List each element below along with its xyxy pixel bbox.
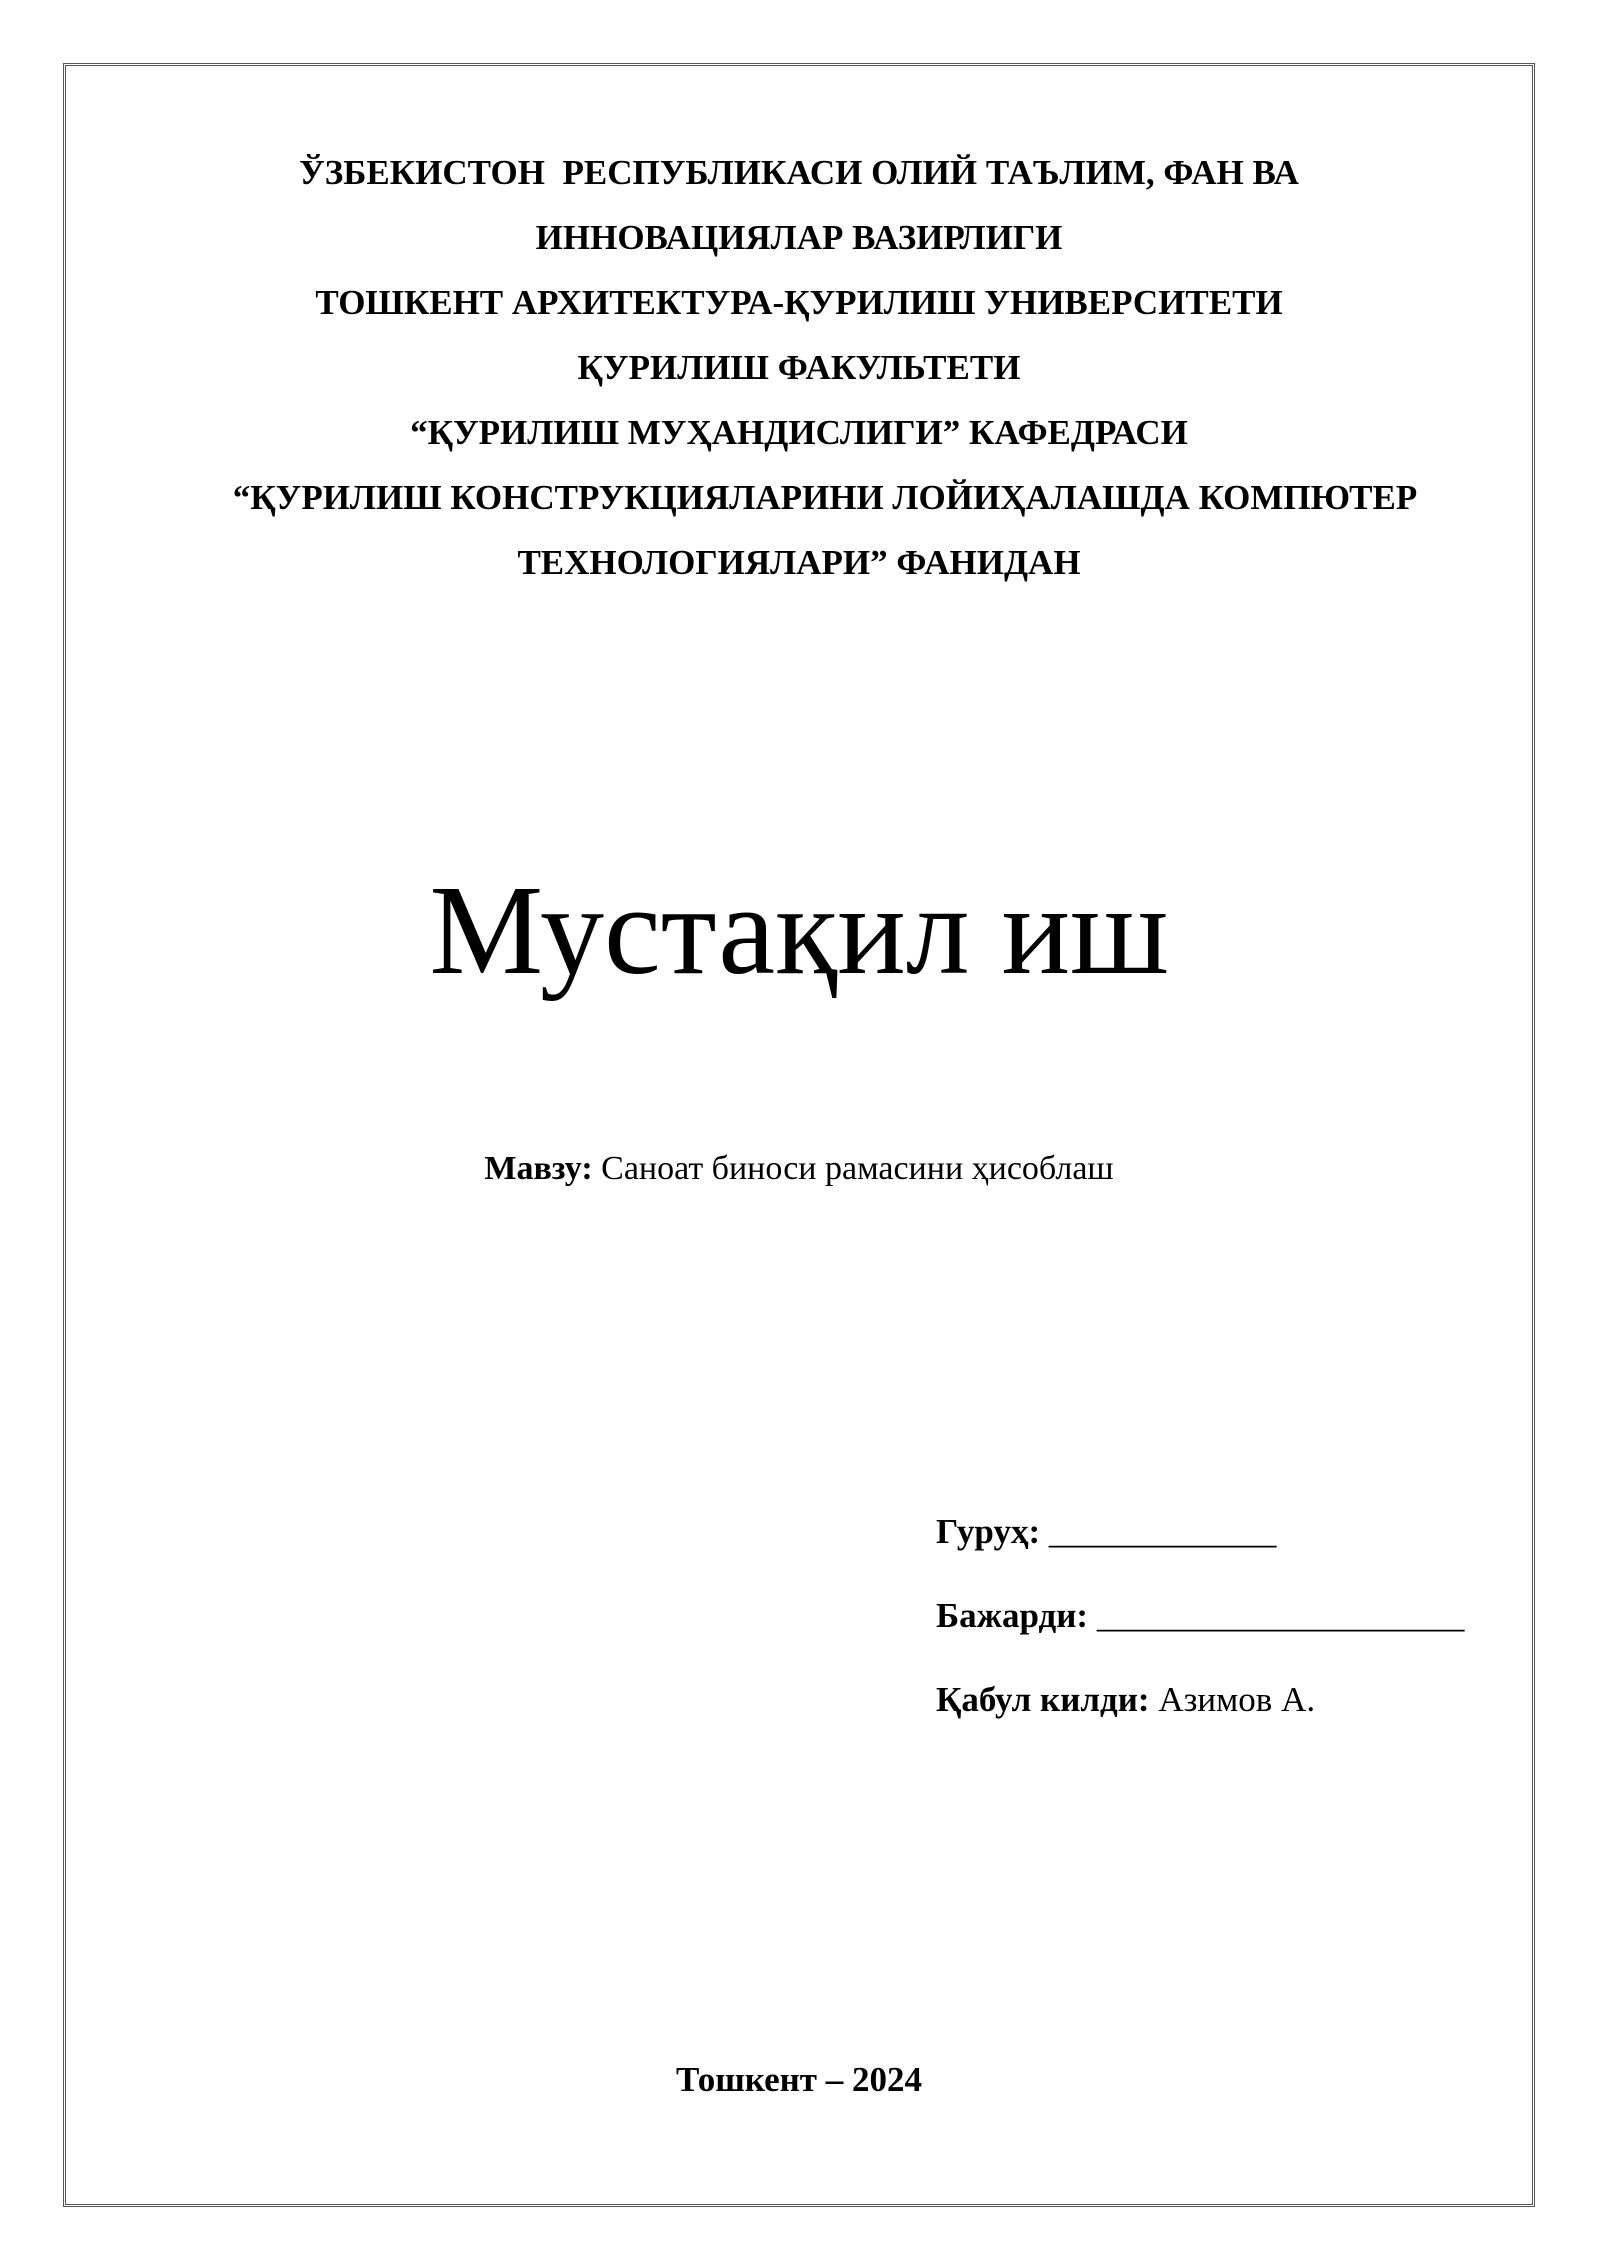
city-year: Тошкент – 2024 (675, 2060, 922, 2099)
performed-value: _____________________ (1088, 1596, 1465, 1635)
topic-label: Мавзу: (484, 1150, 593, 1187)
accepted-row (936, 1658, 1464, 1742)
accepted-label: Қабул килди: (936, 1680, 1150, 1719)
student-info (936, 1490, 1464, 1742)
group-row (936, 1490, 1464, 1574)
performed-label: Бажарди: (936, 1596, 1089, 1635)
header-line-university: ТОШКЕНТ АРХИТЕКТУРА-ҚУРИЛИШ УНИВЕРСИТЕТИ (315, 283, 1283, 322)
header-line-ministry-1: ЎЗБЕКИСТОН РЕСПУБЛИКАСИ ОЛИЙ ТАЪЛИМ, ФАН ВА (299, 153, 1299, 192)
header-line-subject-2: ТЕХНОЛОГИЯЛАРИ” ФАНИДАН (517, 543, 1081, 582)
topic-line (63, 1145, 1535, 1193)
header-line-faculty: ҚУРИЛИШ ФАКУЛЬТЕТИ (577, 348, 1021, 387)
accepted-value: Азимов А. (1149, 1680, 1316, 1719)
header-line-ministry-2: ИННОВАЦИЯЛАР ВАЗИРЛИГИ (535, 218, 1063, 257)
institution-header (63, 140, 1535, 595)
document-title: Мустақил иш (429, 859, 1169, 1001)
header-line-department: “ҚУРИЛИШ МУҲАНДИСЛИГИ” КАФЕДРАСИ (410, 413, 1188, 452)
header-line-subject-1: “ҚУРИЛИШ КОНСТРУКЦИЯЛАРИНИ ЛОЙИҲАЛАШДА КОМПЮТЕР (232, 478, 1418, 517)
performed-row (936, 1574, 1464, 1658)
topic-value: Саноат биноси рамасини ҳисоблаш (592, 1150, 1114, 1187)
group-label: Гуруҳ: (936, 1512, 1041, 1551)
group-value: _____________ (1040, 1512, 1277, 1551)
